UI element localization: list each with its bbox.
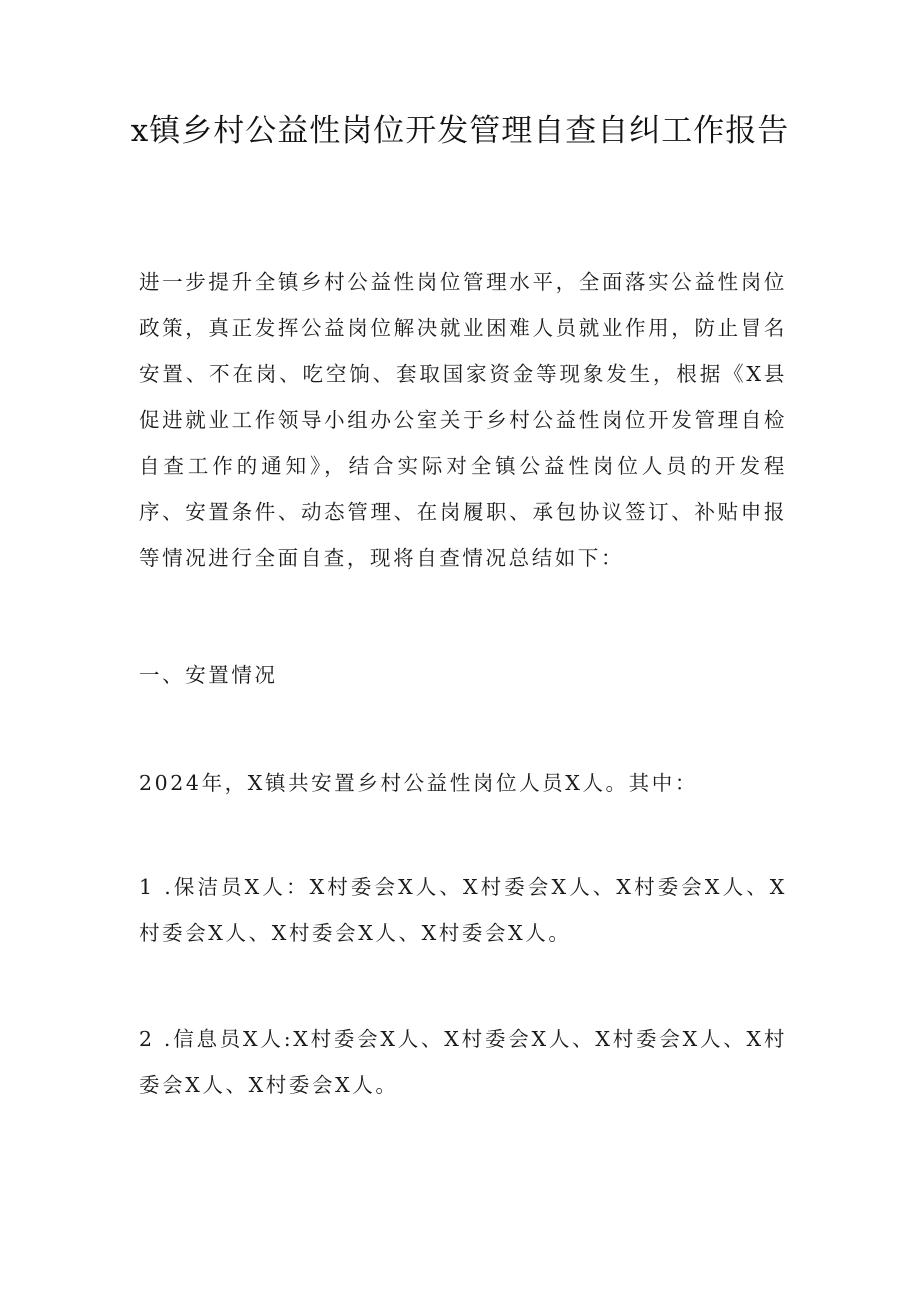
intro-paragraph: 进一步提升全镇乡村公益性岗位管理水平，全面落实公益性岗位政策，真正发挥公益岗位解决就业困难人员就业作用，防止冒名安置、不在岗、吃空饷、套取国家资金等现象发生，根据《X县促进就业工作领导小组办公室关于乡村公益性岗位开发管理自检自查工作的通知》，结合实际对全镇公益性岗位人员的开发程序、安置条件、动态管理、在岗履职、承包协议签订、补贴申报等情况进行全面自查，现将自查情况总结如下： bbox=[139, 270, 787, 570]
document-title: x镇乡村公益性岗位开发管理自查自纠工作报告 bbox=[130, 113, 790, 149]
list-item-information-officers: 2 .信息员X人:X村委会X人、X村委会X人、X村委会X人、X村委会X人、X村委会X人。 bbox=[139, 1027, 787, 1097]
list-item-cleaners: 1 .保洁员X人：X村委会X人、X村委会X人、X村委会X人、X村委会X人、X村委会X人、X村委会X人。 bbox=[139, 875, 787, 945]
section-heading-placement: 一、安置情况 bbox=[139, 663, 278, 687]
placement-summary: 2024年，X镇共安置乡村公益性岗位人员X人。其中： bbox=[139, 771, 698, 795]
